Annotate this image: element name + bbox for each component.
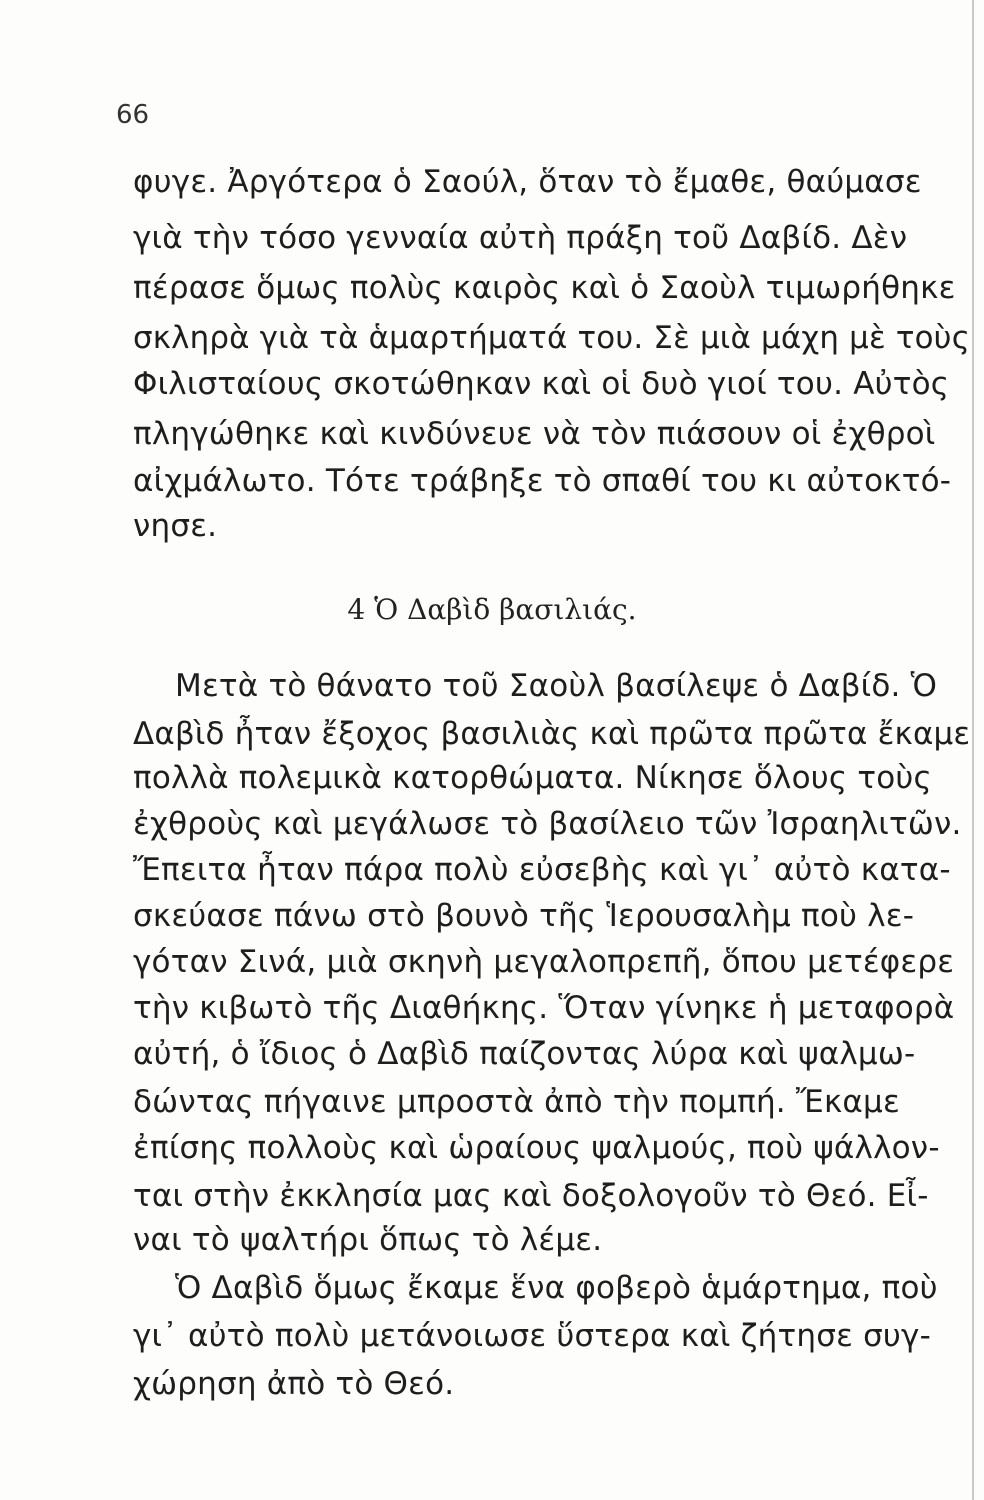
- text-line: γι᾽ αὐτὸ πολὺ μετάνοιωσε ὕστερα καὶ ζήτησε συγ-: [133, 1318, 931, 1354]
- text-line: αὐτή, ὁ ἴδιος ὁ Δαβὶδ παίζοντας λύρα καὶ ψαλμω-: [133, 1036, 916, 1072]
- text-line: Μετὰ τὸ θάνατο τοῦ Σαοὺλ βασίλεψε ὁ Δαβίδ. Ὁ: [175, 668, 938, 704]
- text-line: δώντας πήγαινε μπροστὰ ἀπὸ τὴν πομπή. Ἔκαμε: [133, 1084, 900, 1120]
- text-line: γιὰ τὴν τόσο γενναία αὐτὴ πράξη τοῦ Δαβίδ. Δὲν: [133, 220, 908, 256]
- text-line: ναι τὸ ψαλτήρι ὅπως τὸ λέμε.: [133, 1222, 603, 1258]
- text-line: πολλὰ πολεμικὰ κατορθώματα. Νίκησε ὅλους τοὺς: [133, 760, 932, 796]
- text-line: Δαβὶδ ἦταν ἔξοχος βασιλιὰς καὶ πρῶτα πρῶτα ἔκαμε: [133, 716, 971, 752]
- text-line: γόταν Σινά, μιὰ σκηνὴ μεγαλοπρεπῆ, ὅπου μετέφερε: [133, 944, 955, 980]
- text-line: ἐπίσης πολλοὺς καὶ ὡραίους ψαλμούς, ποὺ ψάλλον-: [133, 1130, 940, 1166]
- text-line: αἰχμάλωτο. Τότε τράβηξε τὸ σπαθί του κι αὐτοκτό-: [133, 463, 952, 499]
- text-line: φυγε. Ἀργότερα ὁ Σαούλ, ὅταν τὸ ἔμαθε, θαύμασε: [133, 164, 922, 200]
- text-line: νησε.: [133, 508, 218, 544]
- section-heading: 4 Ὁ Δαβὶδ βασιλιάς.: [347, 593, 637, 626]
- text-line: σκληρὰ γιὰ τὰ ἁμαρτήματά του. Σὲ μιὰ μάχη μὲ τοὺς: [133, 320, 971, 356]
- page-edge: [972, 0, 974, 1500]
- text-line: πέρασε ὅμως πολὺς καιρὸς καὶ ὁ Σαοὺλ τιμωρήθηκε: [133, 270, 956, 306]
- text-line: πληγώθηκε καὶ κινδύνευε νὰ τὸν πιάσουν οἱ ἐχθροὶ: [133, 416, 936, 452]
- text-line: χώρηση ἀπὸ τὸ Θεό.: [133, 1366, 455, 1402]
- page-number: 66: [116, 100, 150, 130]
- text-line: Φιλισταίους σκοτώθηκαν καὶ οἱ δυὸ γιοί του. Αὐτὸς: [133, 366, 950, 402]
- text-line: σκεύασε πάνω στὸ βουνὸ τῆς Ἱερουσαλὴμ ποὺ λε-: [133, 898, 915, 934]
- text-line: ται στὴν ἐκκλησία μας καὶ δοξολογοῦν τὸ Θεό. Εἶ-: [133, 1178, 929, 1214]
- text-line: τὴν κιβωτὸ τῆς Διαθήκης. Ὅταν γίνηκε ἡ μεταφορὰ: [133, 990, 955, 1026]
- text-line: Ὁ Δαβὶδ ὅμως ἔκαμε ἕνα φοβερὸ ἁμάρτημα, ποὺ: [175, 1270, 938, 1306]
- text-line: Ἔπειτα ἦταν πάρα πολὺ εὐσεβὴς καὶ γι᾽ αὐτὸ κατα-: [133, 852, 951, 888]
- text-line: ἐχθροὺς καὶ μεγάλωσε τὸ βασίλειο τῶν Ἰσραηλιτῶν.: [133, 806, 962, 842]
